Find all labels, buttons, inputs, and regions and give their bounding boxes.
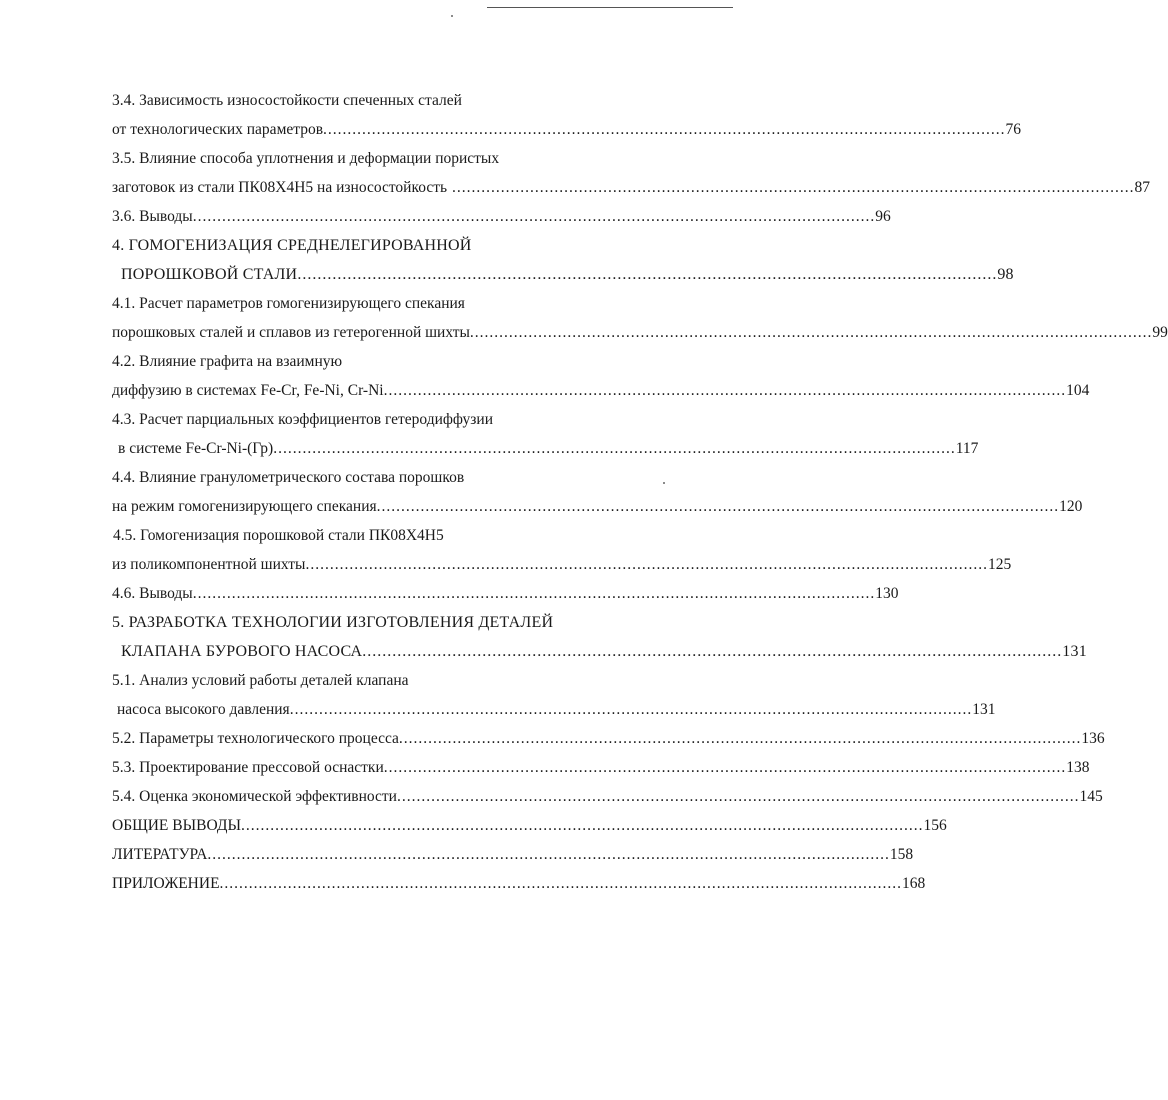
toc-entry-text: 3.6. Выводы xyxy=(112,208,193,225)
toc-page-number: 125 xyxy=(987,556,1012,573)
toc-entry-text: 5.4. Оценка экономической эффективности xyxy=(112,788,397,805)
toc-entry-text: 4.4. Влияние гранулометрического состава порошков xyxy=(112,469,465,486)
dot-leader: ............................................................................................................................................ xyxy=(289,701,973,718)
toc-entry-text: ПОРОШКОВОЙ СТАЛИ xyxy=(121,266,298,283)
dot-leader: ............................................................................................................................................ xyxy=(396,788,1080,805)
toc-line xyxy=(112,753,1090,782)
toc-entry-text: 5.2. Параметры технологического процесса xyxy=(112,730,399,747)
toc-line xyxy=(112,405,685,434)
toc-line xyxy=(112,86,685,115)
toc-page-number: 130 xyxy=(875,585,899,602)
dot-leader: ............................................................................................................................................ xyxy=(240,817,924,834)
toc-line xyxy=(112,289,685,318)
toc-entry-text: в системе Fe-Cr-Ni-(Гр) xyxy=(118,440,274,457)
toc-page-number: 158 xyxy=(889,846,914,863)
dot-leader: ............................................................................................................................................ xyxy=(192,585,876,602)
top-rule xyxy=(487,7,733,8)
toc-line xyxy=(112,579,899,608)
toc-line xyxy=(112,173,1150,202)
toc-entry-text: 3.5. Влияние способа уплотнения и деформации пористых xyxy=(112,150,500,167)
toc-entry-text: 5.1. Анализ условий работы деталей клапана xyxy=(112,672,409,689)
toc-entry-text: ОБЩИЕ ВЫВОДЫ xyxy=(112,817,241,834)
dot-leader: ............................................................................................................................................ xyxy=(362,643,1063,660)
toc-page-number: 138 xyxy=(1066,759,1090,776)
toc-entry-text: 3.4. Зависимость износостойкости спеченных сталей xyxy=(112,92,462,109)
toc-entry-text: 4.1. Расчет параметров гомогенизирующего спекания xyxy=(112,295,465,312)
toc-entry-text: 5.3. Проектирование прессовой оснастки xyxy=(112,759,384,776)
table-of-contents xyxy=(112,86,1168,898)
dot-leader: ............................................................................................................................................ xyxy=(383,382,1067,399)
toc-line xyxy=(112,463,685,492)
toc-entry-text: от технологических параметров xyxy=(112,121,324,138)
toc-page-number: 136 xyxy=(1081,730,1105,747)
toc-entry-text: диффузию в системах Fe-Cr, Fe-Ni, Cr-Ni xyxy=(112,382,384,399)
toc-line xyxy=(112,144,685,173)
dot-leader: ............................................................................................................................................ xyxy=(447,179,1135,196)
toc-line xyxy=(112,492,1083,521)
toc-entry-text: на режим гомогенизирующего спекания xyxy=(112,498,377,515)
toc-line xyxy=(112,347,685,376)
dot-leader: ............................................................................................................................................ xyxy=(305,556,988,573)
toc-entry-text: ЛИТЕРАТУРА xyxy=(112,846,208,863)
dot-leader: ............................................................................................................................................ xyxy=(376,498,1060,515)
dot-leader: ............................................................................................................................................ xyxy=(297,266,998,283)
scan-speck xyxy=(451,15,453,17)
toc-page-number: 96 xyxy=(875,208,891,225)
toc-entry-text: КЛАПАНА БУРОВОГО НАСОСА xyxy=(121,643,363,660)
toc-entry-text: насоса высокого давления xyxy=(117,701,290,718)
toc-entry-text: из поликомпонентной шихты xyxy=(112,556,306,573)
toc-entry-text: 4.3. Расчет парциальных коэффициентов гетеродиффузии xyxy=(112,411,493,428)
toc-line xyxy=(112,318,1168,347)
toc-entry-text: ПРИЛОЖЕНИЕ xyxy=(112,875,220,892)
toc-page-number: 156 xyxy=(923,817,947,834)
toc-line xyxy=(112,434,979,463)
toc-line xyxy=(112,115,1022,144)
toc-entry-text: порошковых сталей и сплавов из гетерогенной шихты xyxy=(112,324,470,341)
toc-line xyxy=(112,811,947,840)
toc-line xyxy=(112,695,996,724)
toc-line xyxy=(112,550,1012,579)
toc-line xyxy=(112,260,1014,289)
toc-entry-text: 4. ГОМОГЕНИЗАЦИЯ СРЕДНЕЛЕГИРОВАННОЙ xyxy=(112,237,472,254)
toc-page-number: 117 xyxy=(955,440,979,457)
toc-line xyxy=(112,202,891,231)
dot-leader: ............................................................................................................................................ xyxy=(273,440,956,457)
dot-leader: ............................................................................................................................................ xyxy=(469,324,1153,341)
toc-line xyxy=(112,724,1105,753)
toc-chapter-heading xyxy=(112,231,685,260)
toc-page-number: 87 xyxy=(1134,179,1150,196)
toc-line xyxy=(112,376,1090,405)
toc-page-number: 131 xyxy=(1062,643,1087,660)
toc-page-number: 99 xyxy=(1152,324,1168,341)
toc-page-number: 98 xyxy=(997,266,1014,283)
toc-page-number: 120 xyxy=(1059,498,1083,515)
dot-leader: ............................................................................................................................................ xyxy=(383,759,1067,776)
toc-page-number: 168 xyxy=(902,875,926,892)
toc-page-number: 145 xyxy=(1079,788,1103,805)
toc-line xyxy=(112,666,685,695)
toc-entry-text: заготовок из стали ПК08Х4Н5 на износостойкость xyxy=(112,179,448,196)
toc-page-number: 104 xyxy=(1066,382,1090,399)
toc-line xyxy=(112,782,1103,811)
toc-chapter-heading xyxy=(112,608,685,637)
toc-line xyxy=(112,637,1087,666)
dot-leader: ............................................................................................................................................ xyxy=(192,208,876,225)
toc-line xyxy=(112,869,926,898)
dot-leader: ............................................................................................................................................ xyxy=(219,875,903,892)
dot-leader: ............................................................................................................................................ xyxy=(398,730,1082,747)
toc-entry-text: 5. РАЗРАБОТКА ТЕХНОЛОГИИ ИЗГОТОВЛЕНИЯ ДЕТАЛЕЙ xyxy=(112,614,554,631)
dot-leader: ............................................................................................................................................ xyxy=(323,121,1006,138)
toc-page-number: 76 xyxy=(1005,121,1022,138)
toc-line xyxy=(112,840,914,869)
toc-line xyxy=(112,521,685,550)
toc-entry-text: 4.5. Гомогенизация порошковой стали ПК08Х4Н5 xyxy=(113,527,444,544)
toc-entry-text: 4.6. Выводы xyxy=(112,585,193,602)
dot-leader: ............................................................................................................................................ xyxy=(207,846,890,863)
toc-page-number: 131 xyxy=(972,701,996,718)
toc-entry-text: 4.2. Влияние графита на взаимную xyxy=(112,353,343,370)
